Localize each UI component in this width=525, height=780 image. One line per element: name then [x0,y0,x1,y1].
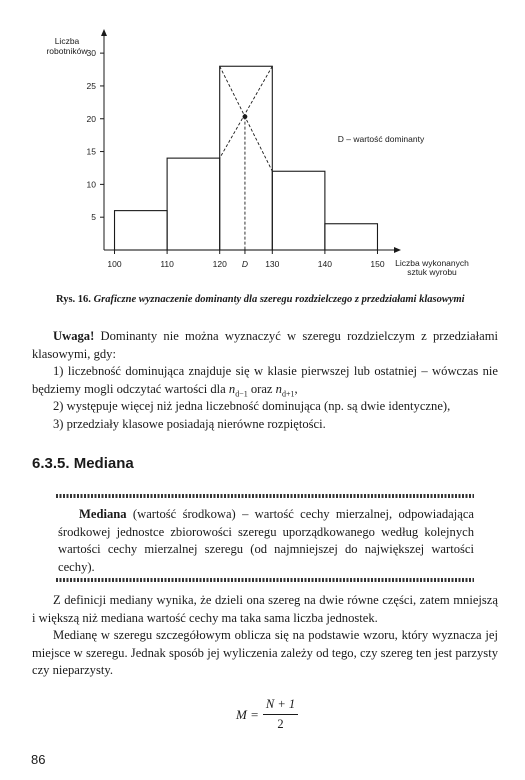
note-label: Uwaga! [53,329,95,343]
median-formula [236,697,298,732]
dominant-histogram-chart [0,0,525,290]
y-tick-label: 15 [86,146,96,157]
y-tick-label: 25 [86,80,96,91]
subscript-d-minus-1: d−1 [235,389,248,399]
section-title: 6.3.5. Mediana [32,455,134,472]
definition-term: Mediana [79,507,127,521]
x-tick-label: 100 [107,259,122,269]
figure-caption [56,293,486,306]
body-paragraph-1: Z definicji mediany wynika, że dzieli ona szereg na dwie równe części, zatem mniejszą i większą niż mediana wartość cechy ma taka sama liczba jednostek. [32,593,498,625]
note-item-1-end: , [294,381,298,396]
x-tick-label: 150 [370,259,385,269]
note-item-3: 3) przedziały klasowe posiadają nierówne rozpiętości. [53,416,326,431]
formula-lhs: M = [236,706,259,722]
figure-number: Rys. 16. [56,294,91,305]
dominant-point [243,114,248,119]
subscript-d-plus-1: d+1 [281,389,295,399]
histogram-bar [220,66,273,250]
histogram-bar [272,171,325,250]
symbol-n: n [228,381,236,396]
x-tick-label: 130 [265,259,280,269]
x-axis-label: sztuk wyrobu [407,267,457,277]
formula-numerator: N + 1 [263,697,298,715]
definition-bottom-rule [56,578,474,582]
body-paragraph-2: Medianę w szeregu szczegółowym oblicza się na podstawie wzoru, który wyznacza jej miejsce w szeregu. Jednak sposób jej wyliczenia zależy od tego, czy szereg ten jest parzysty czy nieparzysty. [32,628,498,677]
x-tick-label: 120 [212,259,227,269]
note-item-1-text: 1) liczebność dominująca znajduje się w klasie pierwszej lub ostatniej – wówczas nie będziemy mogli odczytać wartości dla [32,364,498,396]
page-number: 86 [31,752,46,767]
dominant-annotation: D – wartość dominanty [337,134,425,144]
y-axis-arrow [101,29,107,36]
definition-top-rule [56,494,474,498]
x-axis-arrow [394,247,401,253]
formula-denominator: 2 [277,717,284,731]
histogram-bar [115,211,168,250]
note-item-2: 2) występuje więcej niż jedna liczebność dominująca (np. są dwie identyczne), [53,399,451,413]
formula-fraction [263,697,298,732]
chart-layer [46,29,469,277]
symbol-n: n [275,381,282,396]
y-axis-label: robotników [46,46,88,56]
y-tick-label: 20 [86,113,96,124]
definition-box [58,506,474,576]
histogram-bar [325,224,378,250]
x-tick-label: 110 [160,259,174,269]
note-item-1-conj: oraz [247,381,276,396]
note-paragraph [32,328,498,363]
x-tick-label: 140 [317,259,332,269]
y-tick-label: 30 [86,48,96,59]
note-text: Dominanty nie można wyznaczyć w szeregu rozdzielczym z przedziałami klasowymi, gdy: [32,329,498,361]
construction-line [220,66,273,158]
figure-title: Graficzne wyznaczenie dominanty dla szeregu rozdzielczego z przedziałami klasowymi [93,294,465,305]
note-item-1 [32,363,498,403]
y-tick-label: 5 [91,212,96,223]
definition-text: (wartość środkowa) – wartość cechy mierzalnej, odpowiadająca środkowej jednostce zbiorowości szeregu uporządkowanego według kolejnych wartości cechy mierzalnej szeregu (od najmniejszej do największej wartości cechy). [58,507,474,574]
y-axis-label: Liczba [54,36,80,46]
x-axis-label: Liczba wykonanych [395,258,469,268]
y-tick-label: 10 [86,179,96,190]
histogram-bar [167,158,220,250]
x-tick-label: D [241,259,249,269]
